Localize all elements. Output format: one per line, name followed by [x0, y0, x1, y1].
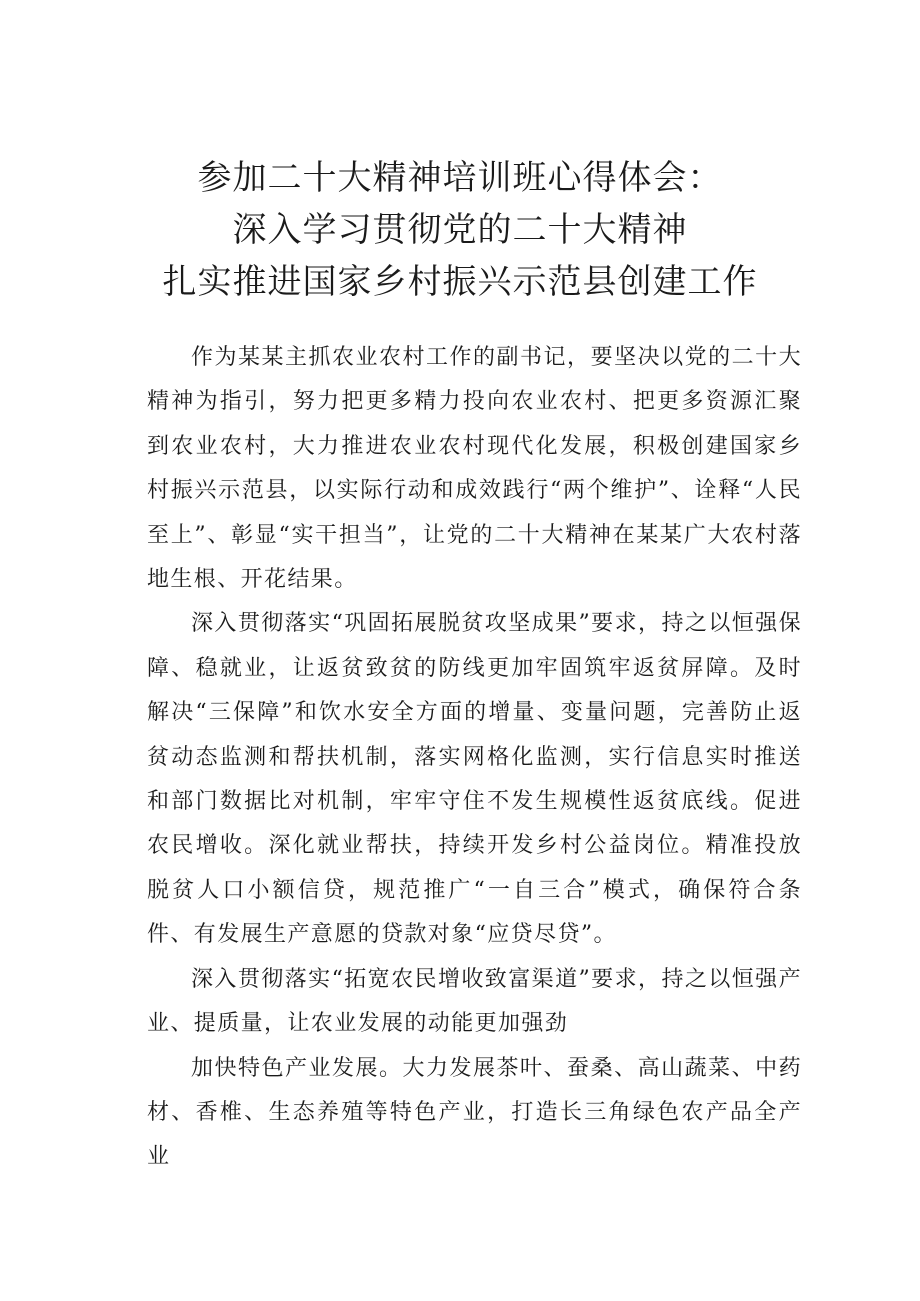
document-title	[100, 152, 820, 308]
title-line-3: 扎实推进国家乡村振兴示范县创建工作	[162, 262, 758, 302]
paragraph-intro: 作为某某主抓农业农村工作的副书记，要坚决以党的二十大精神为指引，努力把更多精力投向农业农村、把更多资源汇聚到农业农村，大力推进农业农村现代化发展，积极创建国家乡村振兴示范县，以实际行动和成效践行“两个维护”、诠释“人民至上”、彰显“实干担当”，让党的二十大精神在某某广大农村落地生根、开花结果。	[147, 345, 802, 593]
document-body	[147, 336, 802, 1180]
paragraph-specialty-industry: 加快特色产业发展。大力发展茶叶、蚕桑、高山蔬菜、中药材、香椎、生态养殖等特色产业，打造长三角绿色农产品全产业	[147, 1055, 802, 1170]
title-line-1: 参加二十大精神培训班心得体会：	[197, 158, 723, 198]
paragraph-poverty-consolidation: 深入贯彻落实“巩固拓展脱贫攻坚成果”要求，持之以恒强保障、稳就业，让返贫致贫的防线更加牢固筑牢返贫屏障。及时解决“三保障”和饮水安全方面的增量、变量问题，完善防止返贫动态监测和帮扶机制，落实网格化监测，实行信息实时推送和部门数据比对机制，牢牢守住不发生规模性返贫底线。促进农民增收。深化就业帮扶，持续开发乡村公益岗位。精准投放脱贫人口小额信贷，规范推广“一自三合”模式，确保符合条件、有发展生产意愿的贷款对象“应贷尽贷”。	[147, 611, 802, 948]
paragraph-income-channels: 深入贯彻落实“拓宽农民增收致富渠道”要求，持之以恒强产业、提质量，让农业发展的动能更加强劲	[147, 966, 802, 1037]
title-line-2: 深入学习贯彻党的二十大精神	[232, 210, 688, 250]
